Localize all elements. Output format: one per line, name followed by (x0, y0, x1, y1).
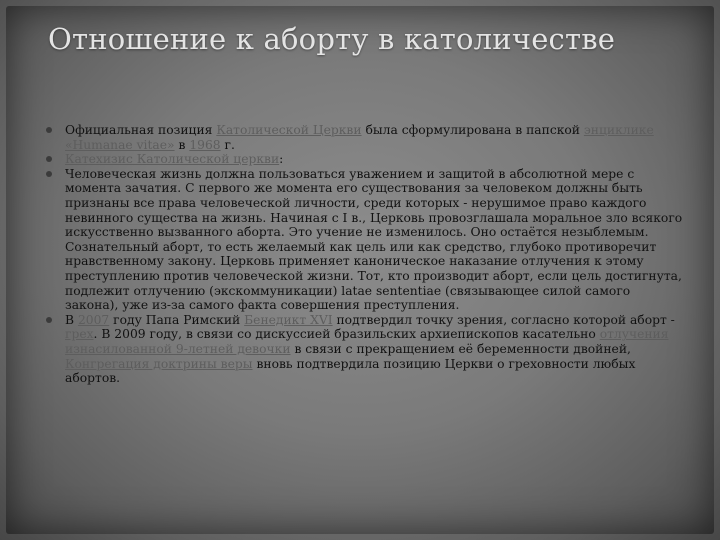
item-text: вновь подтвердила позицию Церкви о греховности любых абортов. (65, 356, 636, 386)
link-catholic-church[interactable]: Католической Церкви (216, 123, 362, 137)
item-text: г. (220, 137, 235, 152)
item-text: : (279, 152, 284, 167)
item-text: . В 2009 году, в связи со дискуссией бразильских архиепископов касательно (93, 327, 600, 342)
list-item (44, 167, 684, 313)
bullet-icon (46, 317, 52, 323)
link-sin[interactable]: грех (65, 327, 94, 342)
link-congregation-doctrine[interactable]: Конгрегация доктрины веры (65, 356, 253, 371)
item-text: году Папа Римский (109, 312, 245, 327)
item-text: Официальная позиция (65, 123, 217, 137)
link-2007[interactable]: 2007 (77, 312, 110, 327)
link-1968[interactable]: 1968 (189, 137, 221, 152)
item-text: в связи с прекращением её беременности двойней, (290, 341, 631, 356)
list-item (44, 152, 684, 167)
item-text: была сформулирована в папской (361, 123, 584, 137)
item-text: В (65, 312, 78, 327)
bullet-icon (46, 171, 52, 177)
item-text: в (174, 137, 190, 152)
bullet-icon (46, 127, 52, 133)
link-catechism[interactable]: Катехизис Католической церкви (65, 152, 280, 167)
slide-body (44, 123, 684, 386)
list-item (44, 313, 684, 386)
list-item (44, 123, 684, 152)
link-humanae-vitae[interactable]: энциклике «Humanae vitae» (65, 123, 654, 152)
bullet-icon (46, 156, 52, 162)
item-text: Человеческая жизнь должна пользоваться уважением и защитой в абсолютной мере с момента зачатия. С первого же момента его существования за человеком должны быть признаны все права человеческой личности, среди которых - нерушимое право каждого невинного существа на жизнь. Начиная с I в., Церковь провозглашала моральное зло всякого искусственно вызванного аборта. Это учение не изменилось. Оно остаётся незыблемым. Сознательный аборт, то есть желаемый как цель или как средство, глубоко противоречит нравственному закону. Церковь применяет каноническое наказание отлучения к этому преступлению против человеческой жизни. Тот, кто производит аборт, если цель достигнута, подлежит отлучению (экскоммуникации) latae sententiae (связывающее силой самого закона), уже из-за самого факта совершения преступления. (65, 166, 683, 313)
item-text: подтвердил точку зрения, согласно которой аборт - (332, 312, 675, 327)
link-benedict-xvi[interactable]: Бенедикт XVI (244, 312, 333, 327)
bullet-list (44, 123, 684, 386)
slide-title: Отношение к аборту в католичестве (48, 22, 616, 56)
link-excommunication-case[interactable]: отлучения изнасилованной 9-летней девочки (65, 327, 669, 356)
